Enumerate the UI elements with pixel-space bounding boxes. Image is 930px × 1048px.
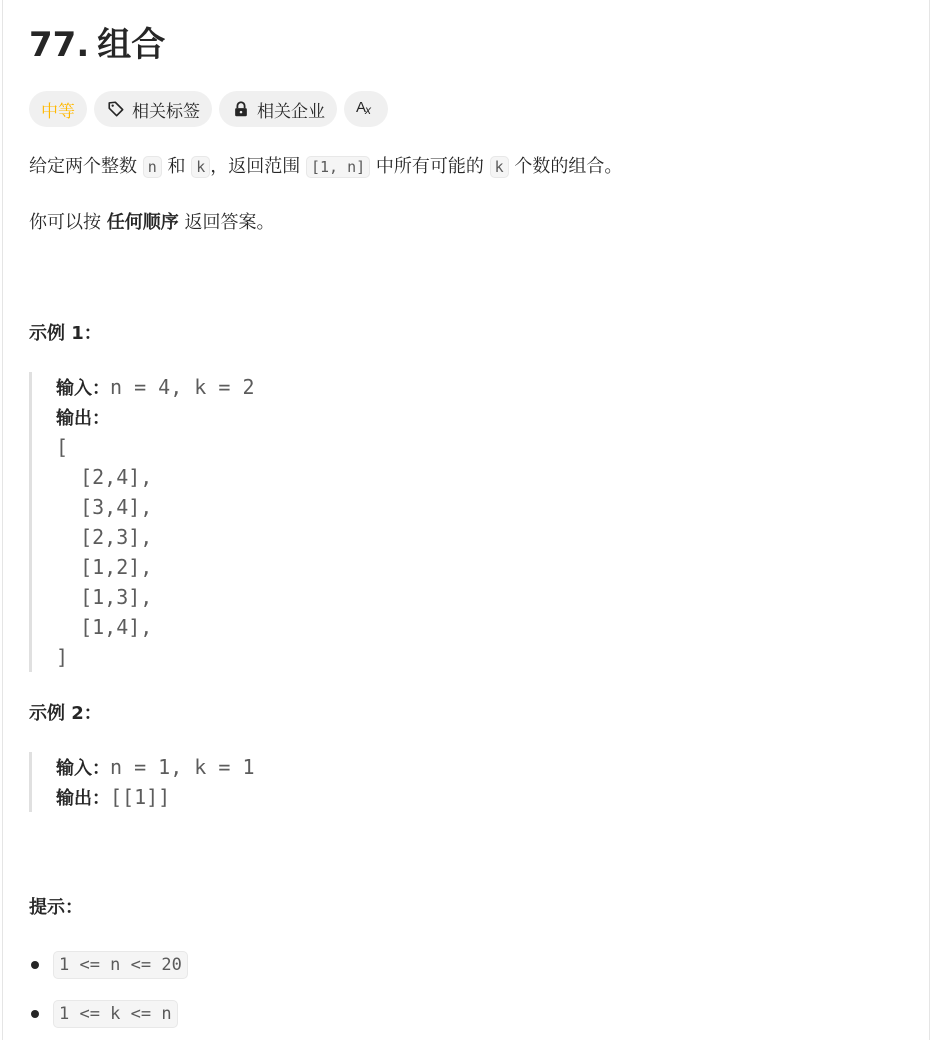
output-line — [56, 462, 255, 492]
constraint-code: 1 <= n <= 20 — [53, 951, 188, 979]
desc-text: 给定两个整数 — [29, 156, 143, 177]
input-value: n = 1, k = 1 — [110, 755, 255, 779]
bullet-dot — [31, 961, 39, 969]
example-2-input — [56, 752, 255, 782]
tag-row — [29, 91, 388, 127]
output-line — [56, 582, 255, 612]
translate-button[interactable] — [344, 91, 388, 127]
output-line — [56, 522, 255, 552]
output-line — [56, 492, 255, 522]
tag-icon — [106, 99, 126, 119]
related-companies-button[interactable] — [219, 91, 337, 127]
output-line-text: [2,4], — [56, 465, 153, 489]
constraints-list — [29, 950, 188, 1048]
inline-code-n: n — [143, 156, 162, 178]
input-label: 输入： — [56, 758, 110, 779]
svg-text:x: x — [365, 102, 371, 117]
description-paragraph-1 — [29, 153, 622, 181]
example-1-block — [29, 372, 255, 672]
output-line-text: [ — [56, 435, 69, 459]
input-label: 输入： — [56, 378, 110, 399]
constraint-code: 1 <= k <= n — [53, 1000, 178, 1028]
output-line-text: [1,4], — [56, 615, 153, 639]
desc-text: 中所有可能的 — [370, 156, 490, 177]
output-line — [56, 612, 255, 642]
problem-title-text: 组合 — [97, 25, 166, 65]
desc-text: 和 — [161, 156, 192, 177]
inline-code-k: k — [490, 156, 509, 178]
related-tags-label: 相关标签 — [132, 101, 200, 122]
output-line — [56, 432, 255, 462]
desc-text: ，返回范围 — [210, 156, 306, 177]
related-companies-label: 相关企业 — [257, 101, 325, 122]
problem-number: 77. — [29, 25, 90, 65]
input-value: n = 4, k = 2 — [110, 375, 255, 399]
translate-icon — [355, 97, 377, 122]
output-label: 输出： — [56, 408, 110, 429]
desc-bold-text: 任何顺序 — [106, 212, 179, 233]
example-2-block — [29, 752, 255, 812]
output-line-text: [1,2], — [56, 555, 153, 579]
output-line — [56, 552, 255, 582]
difficulty-label: 中等 — [41, 101, 75, 122]
output-line-text: ] — [56, 645, 69, 669]
inline-code-k: k — [191, 156, 210, 178]
output-line-text: [3,4], — [56, 495, 153, 519]
related-tags-button[interactable] — [94, 91, 212, 127]
desc-text: 返回答案。 — [178, 212, 275, 233]
example-1-output-label-line — [56, 402, 255, 432]
example-2-heading: 示例 2： — [29, 703, 102, 724]
output-line-text: [2,3], — [56, 525, 153, 549]
constraints-heading: 提示： — [29, 897, 83, 918]
description-paragraph-2 — [29, 209, 274, 237]
output-line — [56, 642, 255, 672]
list-item — [29, 999, 188, 1029]
output-label: 输出： — [56, 788, 110, 809]
svg-text:A: A — [356, 98, 367, 116]
example-1-input — [56, 372, 255, 402]
problem-title[interactable] — [29, 22, 165, 68]
lock-icon — [231, 99, 251, 119]
list-item — [29, 950, 188, 980]
problem-panel — [2, 0, 930, 1040]
difficulty-badge — [29, 91, 87, 127]
bullet-dot — [31, 1010, 39, 1018]
output-line-text: [1,3], — [56, 585, 153, 609]
desc-text: 个数的组合。 — [508, 156, 623, 177]
desc-text: 你可以按 — [29, 212, 107, 233]
output-value: [[1]] — [110, 785, 171, 809]
example-1-heading: 示例 1： — [29, 323, 102, 344]
inline-code-range: [1, n] — [306, 156, 370, 178]
example-2-output — [56, 782, 255, 812]
